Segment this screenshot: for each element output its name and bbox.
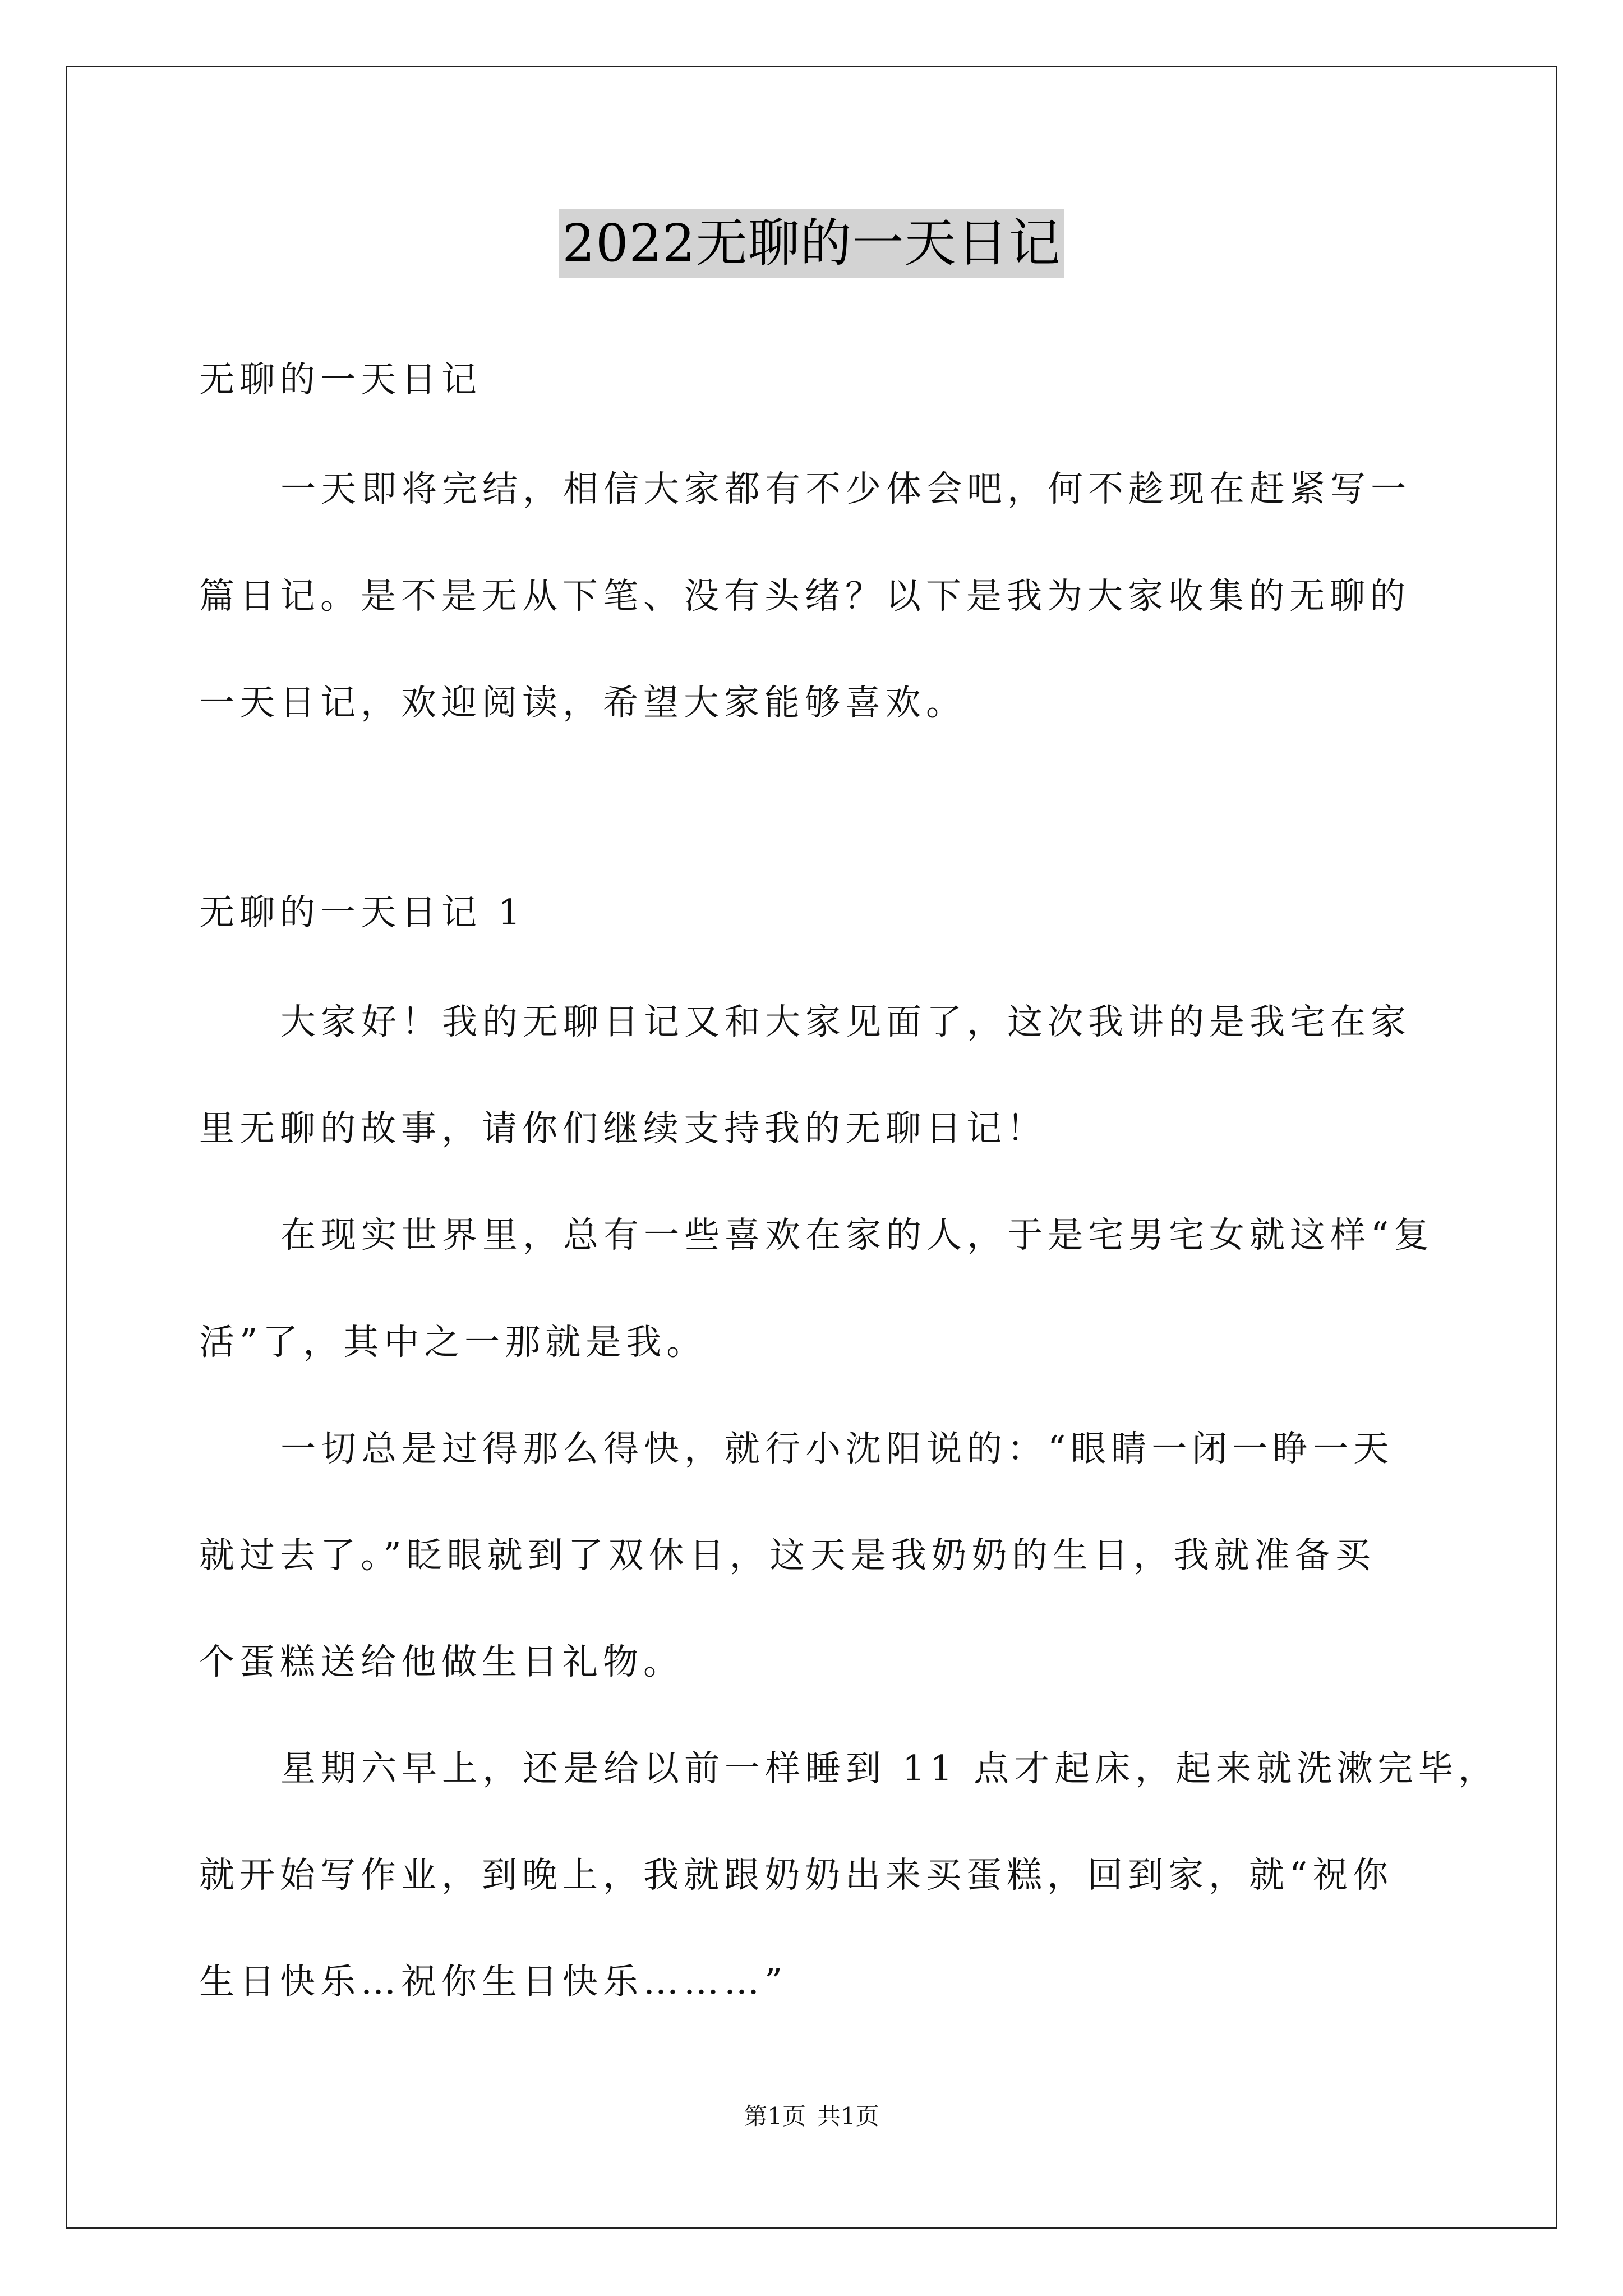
- paragraph-line: 一天日记，欢迎阅读，希望大家能够喜欢。: [199, 682, 966, 723]
- page-number: 第1页: [744, 2102, 806, 2130]
- section-heading: 无聊的一天日记: [199, 359, 482, 400]
- paragraph-line: 一天即将完结，相信大家都有不少体会吧，何不趁现在赶紧写一: [280, 468, 1411, 509]
- paragraph-line: 个蛋糕送给他做生日礼物。: [199, 1641, 684, 1682]
- paragraph-line: 就过去了。”眨眼就到了双休日，这天是我奶奶的生日，我就准备买: [199, 1535, 1376, 1576]
- paragraph-line: 一切总是过得那么得快，就行小沈阳说的：“眼睛一闭一睁一天: [280, 1428, 1394, 1469]
- section-heading: 无聊的一天日记 1: [199, 892, 526, 933]
- title-container: [0, 209, 1623, 278]
- paragraph-line: 里无聊的故事，请你们继续支持我的无聊日记！: [199, 1108, 1047, 1149]
- page-total: 共1页: [817, 2102, 879, 2130]
- paragraph-line: 篇日记。是不是无从下笔、没有头绪？以下是我为大家收集的无聊的: [199, 576, 1410, 616]
- document-title: 2022无聊的一天日记: [559, 209, 1064, 278]
- paragraph-line: 在现实世界里，总有一些喜欢在家的人，于是宅男宅女就这样“复: [280, 1214, 1435, 1255]
- paragraph-line: 活”了，其中之一那就是我。: [199, 1322, 707, 1363]
- paragraph-line: 就开始写作业，到晚上，我就跟奶奶出来买蛋糕，回到家，就“祝你: [199, 1855, 1394, 1895]
- paragraph-line: 生日快乐…祝你生日快乐………”: [199, 1961, 788, 2002]
- paragraph-line: 大家好！我的无聊日记又和大家见面了，这次我讲的是我宅在家: [280, 1001, 1411, 1042]
- paragraph-line: 星期六早上，还是给以前一样睡到 11 点才起床，起来就洗漱完毕，: [280, 1748, 1499, 1789]
- page-footer: [0, 2101, 1623, 2132]
